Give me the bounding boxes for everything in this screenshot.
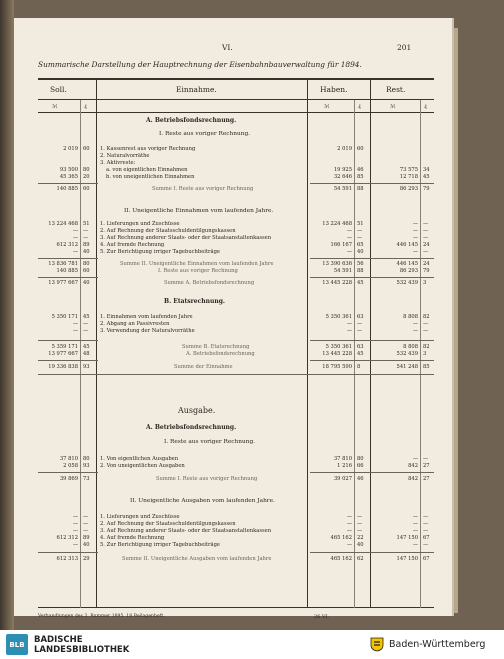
soll-value: 13 977 667 (48, 280, 78, 286)
pf-column-rule (80, 100, 81, 608)
soll-value: — (72, 528, 78, 534)
library-name-line1: BADISCHE (34, 635, 83, 645)
library-name[interactable] (34, 635, 129, 655)
soll-pf-value: 89 (83, 535, 90, 541)
haben-pf-value: — (357, 514, 363, 520)
rest-value: — (412, 235, 418, 241)
row-label: 2. Auf Rechnung der Staatsschuldentilgungskassen (100, 521, 236, 527)
row-label: 4. Auf fremde Rechnung (100, 535, 165, 541)
soll-pf-value: 20 (83, 174, 90, 180)
section-divider (38, 374, 434, 375)
soll-pf-value: 80 (83, 167, 90, 173)
sum-rule (310, 472, 434, 473)
rest-value: — (412, 228, 418, 234)
haben-pf-value: 62 (357, 556, 364, 562)
state-crest-icon (370, 636, 384, 652)
rest-value: — (412, 456, 418, 462)
haben-pf-value: 85 (357, 174, 364, 180)
column-header-rest: Rest. (386, 85, 406, 94)
soll-pf-value: — (83, 235, 89, 241)
state-name[interactable]: Baden-Württemberg (389, 639, 486, 650)
rest-value: — (412, 321, 418, 327)
soll-pf-value: 73 (83, 476, 90, 482)
rest-value: 532 439 (396, 280, 418, 286)
haben-value: 13 390 636 (322, 261, 352, 267)
haben-value: 2 019 (337, 146, 352, 152)
roman-numeral: VI. (222, 43, 233, 52)
rest-value: — (412, 249, 418, 255)
sum-rule (38, 277, 98, 278)
sum-rule (38, 258, 98, 259)
section-title: B. Etatsrechnung. (164, 298, 225, 305)
soll-value: 2 058 (63, 463, 78, 469)
haben-value: 166 167 (330, 242, 352, 248)
rest-pf-value: 82 (423, 314, 430, 320)
sum-rule (310, 552, 434, 553)
soll-value: 13 224 468 (48, 221, 78, 227)
sum-label: Summe II. Uneigentliche Einnahmen vom laufenden Jahre (120, 261, 274, 267)
column-rule (307, 78, 308, 608)
haben-value: 54 591 (333, 186, 352, 192)
sum-label: Summe I. Reste aus voriger Rechnung (156, 476, 258, 482)
unit-pf: ₰ (84, 104, 87, 110)
haben-pf-value: — (357, 521, 363, 527)
soll-value: 13 977 667 (48, 351, 78, 357)
row-label: 2. Auf Rechnung der Staatsschuldentilgungskassen (100, 228, 236, 234)
soll-value: 19 336 838 (48, 364, 78, 370)
sum-rule (310, 258, 434, 259)
haben-pf-value: — (357, 228, 363, 234)
rest-value: — (412, 542, 418, 548)
soll-pf-value: 60 (83, 268, 90, 274)
haben-value: — (346, 235, 352, 241)
row-label: 3. Aktivreste: (100, 160, 136, 166)
page-title: Summarische Darstellung der Hauptrechnung der Eisenbahnbauverwaltung für 1894. (38, 60, 362, 69)
haben-value: — (346, 514, 352, 520)
haben-value: 54 591 (333, 268, 352, 274)
haben-pf-value: 46 (357, 476, 364, 482)
haben-value: 1 216 (337, 463, 352, 469)
haben-value: 37 810 (333, 456, 352, 462)
haben-value: — (346, 321, 352, 327)
rest-pf-value: — (423, 228, 429, 234)
rest-pf-value: 3 (423, 351, 427, 357)
ausgabe-heading: Ausgabe. (178, 406, 216, 415)
soll-pf-value: 93 (83, 364, 90, 370)
rest-value: — (412, 221, 418, 227)
row-label: 1. Einnahmen vom laufenden Jahre (100, 314, 193, 320)
haben-pf-value: 80 (357, 456, 364, 462)
header-bottom-rule (38, 99, 434, 100)
column-header-haben: Haben. (320, 85, 348, 94)
rest-pf-value: 79 (423, 186, 430, 192)
soll-pf-value: 45 (83, 314, 90, 320)
row-label: 5. Zur Berichtigung irriger Tagebuchbeiträge (100, 542, 220, 548)
haben-value: — (346, 228, 352, 234)
soll-pf-value: 51 (83, 221, 90, 227)
rest-pf-value: — (423, 321, 429, 327)
rest-value: — (412, 521, 418, 527)
haben-pf-value: 22 (357, 535, 364, 541)
soll-value: — (72, 249, 78, 255)
rest-value: 147 150 (396, 556, 418, 562)
soll-pf-value: — (83, 228, 89, 234)
haben-value: 13 445 228 (322, 280, 352, 286)
haben-value: 18 795 590 (322, 364, 352, 370)
table-bottom-rule (38, 607, 434, 608)
soll-pf-value: — (83, 514, 89, 520)
soll-pf-value: 29 (83, 556, 90, 562)
rest-pf-value: — (423, 542, 429, 548)
haben-pf-value: — (357, 328, 363, 334)
haben-pf-value: 45 (357, 351, 364, 357)
unit-pf: ₰ (424, 104, 427, 110)
soll-pf-value: 40 (83, 249, 90, 255)
unit-mark: ℳ (324, 104, 330, 110)
soll-pf-value: 45 (83, 344, 90, 350)
sum-label: Summe der Einnahme (174, 364, 233, 370)
rest-pf-value: 24 (423, 242, 430, 248)
sum-rule (38, 340, 98, 341)
soll-value: — (72, 228, 78, 234)
column-header-soll: Soll. (50, 85, 67, 94)
rest-pf-value: 27 (423, 476, 430, 482)
section-title: II. Uneigentliche Ausgaben vom laufenden Jahre. (130, 498, 275, 504)
row-label: 4. Auf fremde Rechnung (100, 242, 165, 248)
rest-pf-value: 67 (423, 556, 430, 562)
haben-value: 465 162 (330, 535, 352, 541)
haben-pf-value: 56 (357, 261, 364, 267)
rest-pf-value: 24 (423, 261, 430, 267)
sum-rule (38, 552, 98, 553)
sum-label: I. Reste aus voriger Rechnung (158, 268, 238, 274)
soll-pf-value: 80 (83, 261, 90, 267)
haben-pf-value: — (357, 235, 363, 241)
library-footer (0, 630, 504, 659)
haben-value: 5 350 361 (325, 344, 352, 350)
soll-pf-value: 93 (83, 463, 90, 469)
haben-value: 39 027 (333, 476, 352, 482)
haben-pf-value: — (357, 528, 363, 534)
row-label: 2. Naturalvorräthe (100, 153, 150, 159)
soll-pf-value: — (83, 328, 89, 334)
rest-value: 8 808 (403, 314, 418, 320)
haben-value: — (346, 542, 352, 548)
rest-value: 12 718 (399, 174, 418, 180)
unit-mark: ℳ (52, 104, 58, 110)
unit-mark: ℳ (390, 104, 396, 110)
haben-pf-value: 45 (357, 280, 364, 286)
document-page (14, 18, 452, 620)
row-label: 2. Abgang an Passivresten (100, 321, 170, 327)
rest-pf-value: — (423, 456, 429, 462)
rest-value: 842 (408, 463, 418, 469)
soll-value: 2 019 (63, 146, 78, 152)
haben-pf-value: 8 (357, 364, 361, 370)
row-label: 1. Von eigentlichen Ausgaben (100, 456, 179, 462)
sum-label: Summe I. Reste aus voriger Rechnung (152, 186, 254, 192)
column-rule (370, 78, 371, 608)
rest-pf-value: 45 (423, 174, 430, 180)
soll-pf-value: 48 (83, 351, 90, 357)
section-title: II. Uneigentliche Einnahmen vom laufenden Jahre. (124, 208, 274, 214)
sum-rule (38, 472, 98, 473)
sum-rule (310, 277, 434, 278)
unit-pf: ₰ (358, 104, 361, 110)
row-label: 5. Zur Berichtigung irriger Tagebuchbeiträge (100, 249, 220, 255)
library-name-line2: LANDESBIBLIOTHEK (34, 645, 130, 655)
sum-rule (310, 340, 434, 341)
rest-pf-value: — (423, 521, 429, 527)
haben-pf-value: — (357, 321, 363, 327)
soll-value: 13 836 781 (48, 261, 78, 267)
rest-pf-value: 67 (423, 535, 430, 541)
soll-pf-value: — (83, 521, 89, 527)
soll-value: 5 350 171 (51, 314, 78, 320)
rest-pf-value: 3 (423, 280, 427, 286)
haben-pf-value: 40 (357, 542, 364, 548)
rest-pf-value: 34 (423, 167, 430, 173)
haben-value: 13 224 468 (322, 221, 352, 227)
rest-value: 86 293 (399, 186, 418, 192)
haben-value: — (346, 521, 352, 527)
haben-pf-value: 60 (357, 146, 364, 152)
haben-value: 5 350 361 (325, 314, 352, 320)
table-top-rule (38, 78, 434, 80)
page-footer-right: 26 VI. (314, 614, 330, 620)
rest-value: — (412, 328, 418, 334)
soll-value: 612 312 (56, 242, 78, 248)
soll-pf-value: — (83, 321, 89, 327)
book-spine (0, 0, 14, 630)
haben-pf-value: 51 (357, 221, 364, 227)
row-label: 2. Von uneigentlichen Ausgaben (100, 463, 185, 469)
pf-column-rule (420, 100, 421, 608)
soll-value: — (72, 321, 78, 327)
soll-pf-value: 80 (83, 456, 90, 462)
haben-pf-value: 46 (357, 167, 364, 173)
rest-pf-value: 27 (423, 463, 430, 469)
haben-pf-value: 63 (357, 314, 364, 320)
sum-rule (38, 360, 98, 361)
rest-pf-value: 79 (423, 268, 430, 274)
page-number: 201 (397, 43, 412, 52)
rest-value: — (412, 528, 418, 534)
units-rule (38, 112, 434, 113)
section-title: I. Reste aus voriger Rechnung. (164, 439, 256, 445)
sum-rule (310, 183, 434, 184)
haben-value: — (346, 249, 352, 255)
rest-value: 8 808 (403, 344, 418, 350)
pf-column-rule (354, 100, 355, 608)
library-logo[interactable]: BLB (6, 634, 28, 655)
soll-value: — (72, 235, 78, 241)
sum-label: Summe B. Etatsrechnung (182, 344, 250, 350)
rest-value: 541 248 (396, 364, 418, 370)
sum-rule (310, 360, 434, 361)
sum-label: Summe A. Betriebsfondsrechnung (164, 280, 255, 286)
haben-pf-value: 66 (357, 463, 364, 469)
rest-pf-value: 82 (423, 344, 430, 350)
rest-value: — (412, 514, 418, 520)
rest-value: 147 150 (396, 535, 418, 541)
section-title: A. Betriebsfondsrechnung. (146, 117, 237, 124)
haben-value: 13 445 228 (322, 351, 352, 357)
section-title: I. Reste aus voriger Rechnung. (159, 131, 251, 137)
haben-pf-value: 40 (357, 249, 364, 255)
sum-label: A. Betriebsfondsrechnung (186, 351, 255, 357)
soll-pf-value: — (83, 528, 89, 534)
rest-pf-value: — (423, 221, 429, 227)
row-label: 3. Verwendung der Naturalvorräthe (100, 328, 195, 334)
haben-value: — (346, 328, 352, 334)
row-label: 1. Lieferungen und Zuschüsse (100, 514, 180, 520)
soll-pf-value: 89 (83, 242, 90, 248)
page-edge (452, 28, 458, 613)
rest-pf-value: — (423, 528, 429, 534)
haben-pf-value: 65 (357, 242, 364, 248)
soll-value: 140 885 (56, 186, 78, 192)
soll-pf-value: 40 (83, 542, 90, 548)
soll-value: 93 500 (59, 167, 78, 173)
rest-value: 446 145 (396, 242, 418, 248)
soll-pf-value: 40 (83, 280, 90, 286)
soll-value: — (72, 514, 78, 520)
haben-pf-value: 63 (357, 344, 364, 350)
haben-value: 32 646 (333, 174, 352, 180)
rest-value: 842 (408, 476, 418, 482)
rest-pf-value: — (423, 235, 429, 241)
soll-value: 45 365 (59, 174, 78, 180)
sum-rule (38, 183, 98, 184)
soll-value: 612 312 (56, 535, 78, 541)
haben-value: 465 162 (330, 556, 352, 562)
soll-value: 140 885 (56, 268, 78, 274)
soll-pf-value: 60 (83, 186, 90, 192)
rest-value: 532 439 (396, 351, 418, 357)
soll-value: — (72, 542, 78, 548)
row-label: 1. Lieferungen und Zuschüsse (100, 221, 180, 227)
row-label: a. von eigentlichen Einnahmen (106, 167, 188, 173)
haben-pf-value: 88 (357, 186, 364, 192)
haben-value: — (346, 528, 352, 534)
column-rule (96, 78, 97, 608)
page-footer-left: Verhandlungen des 3. Rummer 1895. 18 Beilagenheft. (38, 614, 165, 619)
row-label: 3. Auf Rechnung anderer Staats- oder der Staatsanstaltenkassen (100, 235, 272, 241)
row-label: 1. Kassenrest aus voriger Rechnung (100, 146, 196, 152)
rest-pf-value: 85 (423, 364, 430, 370)
soll-value: — (72, 328, 78, 334)
rest-value: 446 145 (396, 261, 418, 267)
soll-value: 39 869 (59, 476, 78, 482)
soll-value: — (72, 521, 78, 527)
soll-pf-value: 60 (83, 146, 90, 152)
soll-value: 5 359 171 (51, 344, 78, 350)
soll-value: 37 810 (59, 456, 78, 462)
haben-pf-value: 88 (357, 268, 364, 274)
rest-value: 73 575 (399, 167, 418, 173)
section-title: A. Betriebsfondsrechnung. (146, 424, 237, 431)
sum-label: Summe II. Uneigentliche Ausgaben vom laufenden Jahre (122, 556, 272, 562)
row-label: 3. Auf Rechnung anderer Staats- oder der Staatsanstaltenkassen (100, 528, 272, 534)
haben-value: 19 925 (333, 167, 352, 173)
rest-pf-value: — (423, 328, 429, 334)
column-header-einnahme: Einnahme. (176, 85, 217, 94)
rest-value: 86 293 (399, 268, 418, 274)
rest-pf-value: — (423, 249, 429, 255)
soll-value: 612 313 (56, 556, 78, 562)
rest-pf-value: — (423, 514, 429, 520)
row-label: b. von uneigentlichen Einnahmen (106, 174, 195, 180)
